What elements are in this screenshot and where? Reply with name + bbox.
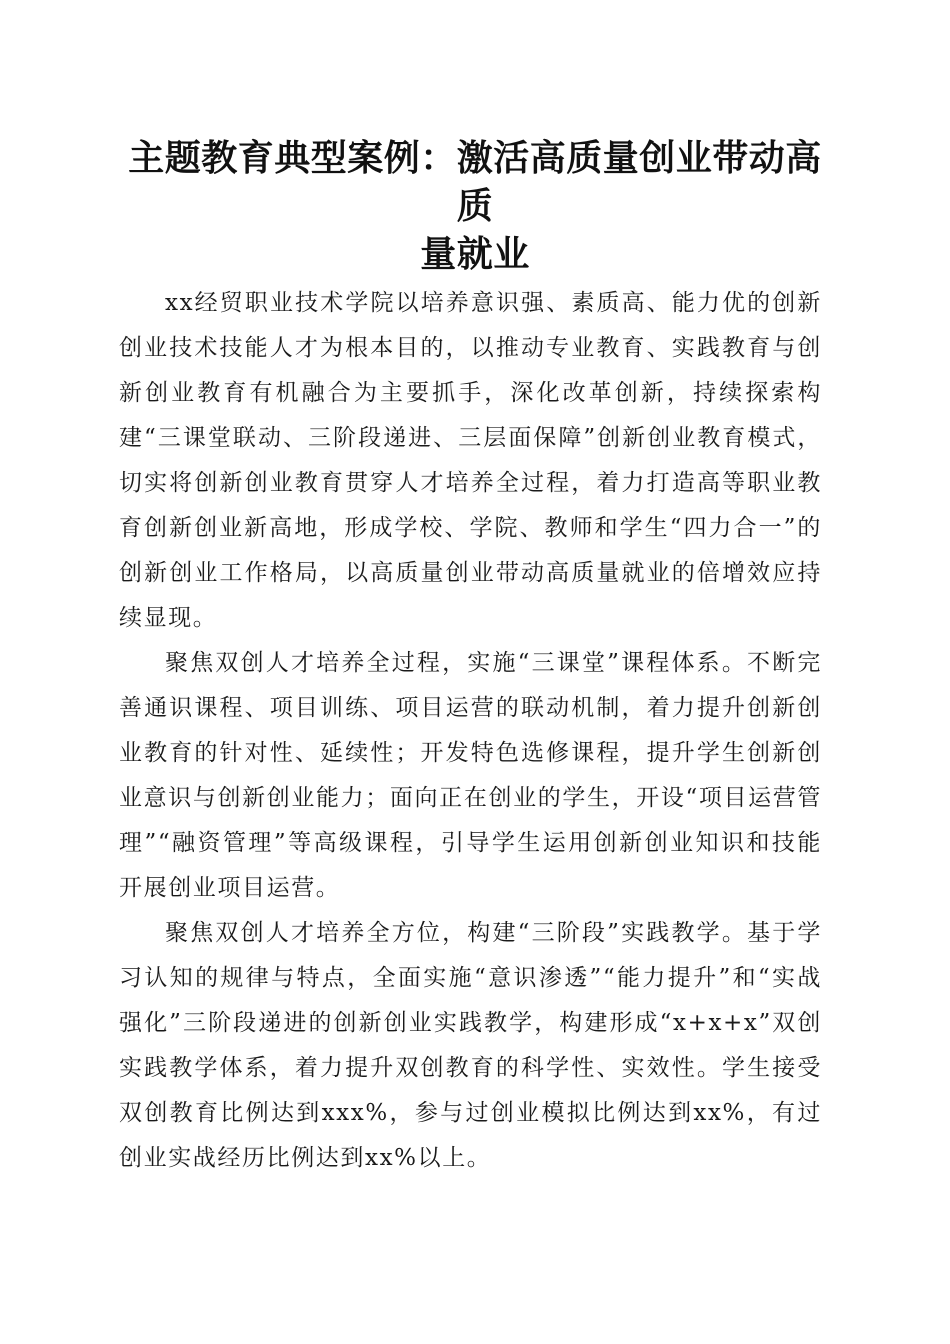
document-body <box>119 281 822 1181</box>
paragraph-curriculum: 聚焦双创人才培养全过程，实施“三课堂”课程体系。不断完善通识课程、项目训练、项目运营的联动机制，着力提升创新创业教育的针对性、延续性；开发特色选修课程，提升学生创新创业意识与创新创业能力；面向正在创业的学生，开设“项目运营管理”“融资管理”等高级课程，引导学生运用创新创业知识和技能开展创业项目运营。 <box>119 650 822 901</box>
paragraph-practice: 聚焦双创人才培养全方位，构建“三阶段”实践教学。基于学习认知的规律与特点，全面实施“意识渗透”“能力提升”和“实战强化”三阶段递进的创新创业实践教学，构建形成“x+x+x”双创实践教学体系，着力提升双创教育的科学性、实效性。学生接受双创教育比例达到xxx%，参与过创业模拟比例达到xx%，有过创业实战经历比例达到xx%以上。 <box>119 920 822 1171</box>
title-line-2: 量就业 <box>420 233 530 275</box>
document-title <box>115 134 835 278</box>
title-line-1: 主题教育典型案例：激活高质量创业带动高质 <box>128 137 822 227</box>
paragraph-intro: xx经贸职业技术学院以培养意识强、素质高、能力优的创新创业技术技能人才为根本目的，以推动专业教育、实践教育与创新创业教育有机融合为主要抓手，深化改革创新，持续探索构建“三课堂联动、三阶段递进、三层面保障”创新创业教育模式，切实将创新创业教育贯穿人才培养全过程，着力打造高等职业教育创新创业新高地，形成学校、学院、教师和学生“四力合一”的创新创业工作格局，以高质量创业带动高质量就业的倍增效应持续显现。 <box>119 290 822 631</box>
